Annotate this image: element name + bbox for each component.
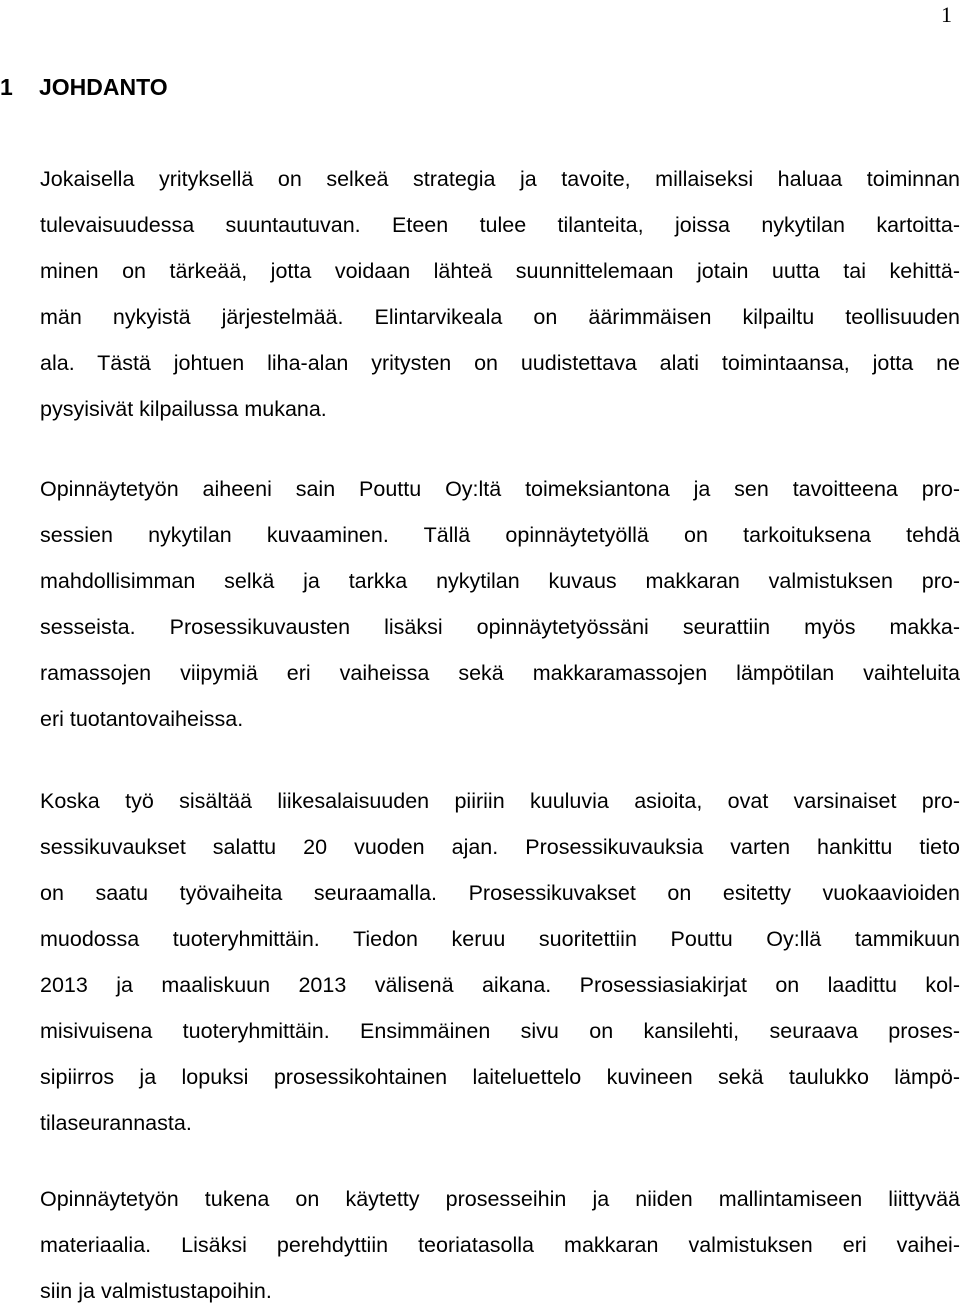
text-line: tulevaisuudessa suuntautuvan. Eteen tulee tilanteita, joissa nykytilan kartoitta-: [40, 213, 960, 237]
text-line: ramassojen viipymiä eri vaiheissa sekä makkaramassojen lämpötilan vaihteluita: [40, 661, 960, 685]
paragraph-methods: [40, 778, 960, 1146]
paragraph-sources: [40, 1176, 960, 1314]
text-line: ala. Tästä johtuen liha-alan yritysten on uudistettava alati toimintaansa, jotta ne: [40, 351, 960, 375]
text-line: Opinnäytetyön aiheeni sain Pouttu Oy:ltä toimeksiantona ja sen tavoitteena pro-: [40, 477, 960, 501]
page-number: 1: [941, 2, 952, 27]
text-line: siin ja valmistustapoihin.: [40, 1279, 272, 1303]
text-line: pysyisivät kilpailussa mukana.: [40, 397, 327, 421]
text-line: materiaalia. Lisäksi perehdyttiin teoriatasolla makkaran valmistuksen eri vaihei-: [40, 1233, 960, 1257]
text-line: on saatu työvaiheita seuraamalla. Prosessikuvakset on esitetty vuokaavioiden: [40, 881, 960, 905]
text-line: sessikuvaukset salattu 20 vuoden ajan. Prosessikuvauksia varten hankittu tieto: [40, 835, 960, 859]
text-line: män nykyistä järjestelmää. Elintarvikeala on äärimmäisen kilpailtu teollisuuden: [40, 305, 960, 329]
text-line: sessien nykytilan kuvaaminen. Tällä opinnäytetyöllä on tarkoituksena tehdä: [40, 523, 960, 547]
text-line: sesseista. Prosessikuvausten lisäksi opinnäytetyössäni seurattiin myös makka-: [40, 615, 960, 639]
text-line: minen on tärkeää, jotta voidaan lähteä suunnittelemaan jotain uutta tai kehittä-: [40, 259, 960, 283]
text-line: tilaseurannasta.: [40, 1111, 192, 1135]
chapter-title: JOHDANTO: [39, 74, 168, 100]
paragraph-intro: [40, 156, 960, 432]
text-line: mahdollisimman selkä ja tarkka nykytilan kuvaus makkaran valmistuksen pro-: [40, 569, 960, 593]
text-line: 2013 ja maaliskuun 2013 välisenä aikana. Prosessiasiakirjat on laadittu kol-: [40, 973, 960, 997]
text-line: Jokaisella yrityksellä on selkeä strategia ja tavoite, millaiseksi haluaa toiminnan: [40, 167, 960, 191]
text-line: misivuisena tuoteryhmittäin. Ensimmäinen sivu on kansilehti, seuraava proses-: [40, 1019, 960, 1043]
paragraph-topic: [40, 466, 960, 742]
text-line: sipiirros ja lopuksi prosessikohtainen laiteluettelo kuvineen sekä taulukko lämpö-: [40, 1065, 960, 1089]
text-line: muodossa tuoteryhmittäin. Tiedon keruu suoritettiin Pouttu Oy:llä tammikuun: [40, 927, 960, 951]
chapter-number: 1: [0, 74, 13, 100]
text-line: Opinnäytetyön tukena on käytetty prosesseihin ja niiden mallintamiseen liittyvää: [40, 1187, 960, 1211]
chapter-heading: [0, 71, 168, 103]
text-line: Koska työ sisältää liikesalaisuuden piiriin kuuluvia asioita, ovat varsinaiset pro-: [40, 789, 960, 813]
text-line: eri tuotantovaiheissa.: [40, 707, 244, 731]
